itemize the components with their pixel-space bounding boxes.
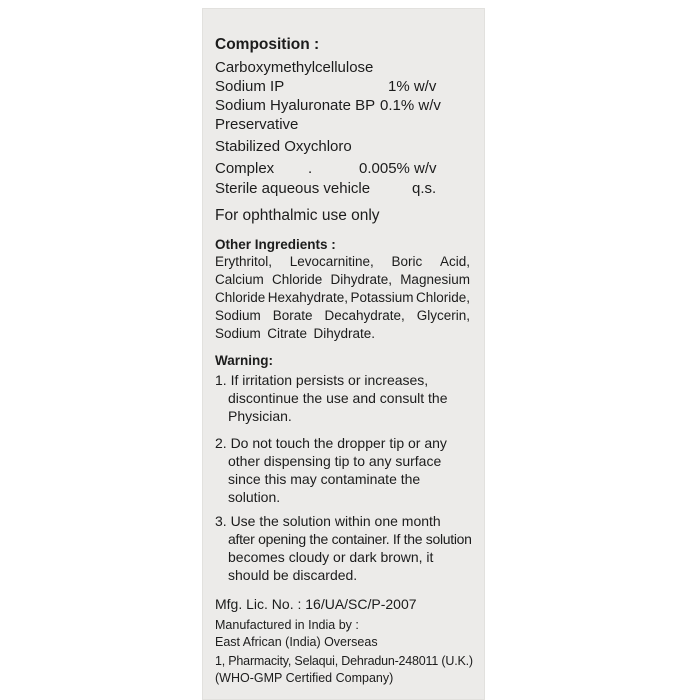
warning-item-1-line: 1. If irritation persists or increases, (215, 372, 429, 388)
ingredient-word: Borate (272, 308, 313, 323)
ingredient-word: Chloride, (415, 290, 470, 305)
warning-item-3-line: becomes cloudy or dark brown, it (228, 549, 434, 565)
warning-heading: Warning: (215, 353, 273, 368)
composition-complex: Complex (215, 160, 275, 177)
composition-sodium-ip: Sodium IP (215, 78, 285, 95)
warning-item-2-line: 2. Do not touch the dropper tip or any (215, 435, 447, 451)
warning-item-1-line: Physician. (228, 408, 292, 424)
ingredient-word: Potassium (350, 290, 414, 305)
composition-cmc: Carboxymethylcellulose (215, 59, 374, 76)
composition-vehicle-conc: q.s. (412, 180, 437, 197)
warning-item-2-line: other dispensing tip to any surface (228, 453, 442, 469)
ingredient-word: Hexahydrate, (267, 290, 349, 305)
composition-ha: Sodium Hyaluronate BP (215, 97, 376, 114)
ingredient-word: Chloride (271, 272, 323, 287)
composition-vehicle: Sterile aqueous vehicle (215, 180, 371, 197)
company-name: East African (India) Overseas (215, 635, 378, 649)
ingredient-word: Acid, (439, 254, 470, 269)
ingredient-word: Sodium (215, 326, 261, 341)
other-ingredients-line (215, 271, 470, 289)
ingredient-word: Sodium (215, 308, 261, 323)
certification: (WHO-GMP Certified Company) (215, 671, 394, 685)
ingredient-word: Dihydrate, (330, 272, 392, 287)
ingredient-word: Magnesium (400, 272, 470, 287)
ingredient-word: Erythritol, (215, 254, 273, 269)
warning-item-1-line: discontinue the use and consult the (228, 390, 448, 406)
other-ingredients-line (215, 325, 375, 343)
composition-sodium-ip-conc: 1% w/v (388, 78, 437, 95)
other-ingredients-line (215, 289, 470, 307)
composition-preservative: Preservative (215, 116, 299, 133)
composition-stabilized: Stabilized Oxychloro (215, 138, 352, 155)
warning-item-2-line: since this may contaminate the (228, 471, 421, 487)
composition-heading: Composition : (215, 36, 320, 53)
product-label (202, 8, 485, 700)
ingredient-word: Citrate (267, 326, 307, 341)
ophthalmic-use-note: For ophthalmic use only (215, 207, 380, 224)
other-ingredients-line (215, 307, 470, 325)
company-address: 1, Pharmacity, Selaqui, Dehradun-248011 (U.K.) (215, 654, 473, 668)
composition-complex-dot: . (308, 160, 313, 177)
composition-ha-conc: 0.1% w/v (380, 97, 441, 114)
ingredient-word: Boric (391, 254, 423, 269)
warning-item-2-line: solution. (228, 489, 281, 505)
manufactured-in: Manufactured in India by : (215, 618, 359, 632)
warning-item-3-line: after opening the container. If the solution (228, 531, 472, 547)
ingredient-word: Calcium (215, 272, 264, 287)
other-ingredients-line (215, 253, 470, 271)
ingredient-word: Levocarnitine, (289, 254, 374, 269)
mfg-license: Mfg. Lic. No. : 16/UA/SC/P-2007 (215, 596, 417, 612)
composition-complex-conc: 0.005% w/v (359, 160, 437, 177)
ingredient-word: Chloride (215, 290, 266, 305)
ingredient-word: Glycerin, (416, 308, 470, 323)
warning-item-3-line: 3. Use the solution within one month (215, 513, 441, 529)
warning-item-3-line: should be discarded. (228, 567, 358, 583)
ingredient-word: Decahydrate, (324, 308, 405, 323)
ingredient-word: Dihydrate. (313, 326, 375, 341)
other-ingredients-heading: Other Ingredients : (215, 237, 336, 252)
